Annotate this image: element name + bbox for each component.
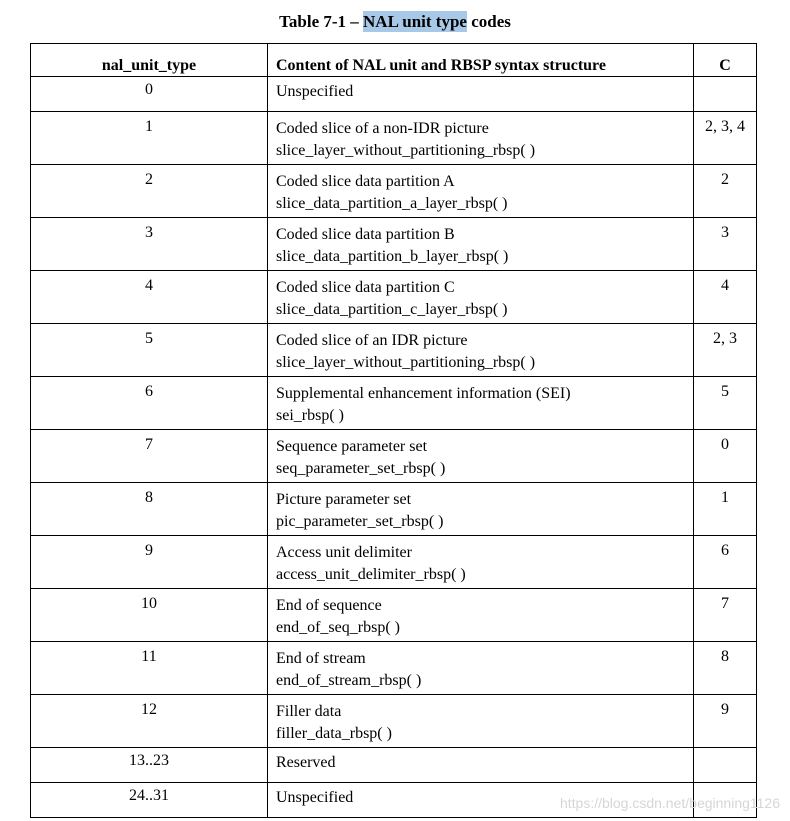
table-row [31, 536, 757, 589]
nal-unit-type-cell: 11 [31, 642, 268, 695]
content-description: Coded slice data partition B [276, 226, 455, 243]
nal-unit-type-cell: 12 [31, 695, 268, 748]
content-description: Access unit delimiter [276, 544, 412, 561]
content-cell [268, 218, 694, 271]
content-description: Coded slice data partition C [276, 279, 455, 296]
content-cell [268, 77, 694, 112]
table-row [31, 218, 757, 271]
category-cell: 4 [694, 271, 757, 324]
category-cell: 6 [694, 536, 757, 589]
table-row [31, 324, 757, 377]
header-content: Content of NAL unit and RBSP syntax structure [268, 44, 694, 77]
content-cell [268, 377, 694, 430]
table-row [31, 430, 757, 483]
watermark: https://blog.csdn.net/beginning1126 [559, 795, 780, 811]
caption-highlighted-text[interactable]: NAL unit type [363, 12, 467, 31]
syntax-structure: end_of_seq_rbsp( ) [276, 619, 400, 636]
content-cell [268, 695, 694, 748]
category-cell [694, 77, 757, 112]
content-cell [268, 165, 694, 218]
syntax-structure: pic_parameter_set_rbsp( ) [276, 513, 444, 530]
nal-unit-type-cell: 6 [31, 377, 268, 430]
table-row [31, 748, 757, 783]
nal-unit-type-cell: 24..31 [31, 783, 268, 818]
category-cell: 2, 3 [694, 324, 757, 377]
syntax-structure: end_of_stream_rbsp( ) [276, 672, 422, 689]
content-cell [268, 430, 694, 483]
content-description: Reserved [276, 754, 336, 771]
nal-unit-type-cell: 7 [31, 430, 268, 483]
syntax-structure: slice_data_partition_b_layer_rbsp( ) [276, 248, 509, 265]
table-row [31, 377, 757, 430]
category-cell: 0 [694, 430, 757, 483]
content-description: Picture parameter set [276, 491, 412, 508]
content-description: Unspecified [276, 789, 354, 806]
table-body [31, 77, 757, 818]
table-row [31, 271, 757, 324]
category-cell: 1 [694, 483, 757, 536]
category-cell [694, 748, 757, 783]
content-description: Filler data [276, 703, 342, 720]
table-row [31, 483, 757, 536]
table-row [31, 642, 757, 695]
syntax-structure: filler_data_rbsp( ) [276, 725, 392, 742]
syntax-structure: access_unit_delimiter_rbsp( ) [276, 566, 466, 583]
content-cell [268, 748, 694, 783]
category-cell: 3 [694, 218, 757, 271]
nal-unit-type-cell: 9 [31, 536, 268, 589]
content-cell [268, 483, 694, 536]
content-description: End of sequence [276, 597, 382, 614]
table-row [31, 165, 757, 218]
content-description: Supplemental enhancement information (SEI) [276, 385, 571, 402]
syntax-structure: slice_data_partition_a_layer_rbsp( ) [276, 195, 508, 212]
table-row [31, 695, 757, 748]
table-row [31, 589, 757, 642]
syntax-structure: slice_layer_without_partitioning_rbsp( ) [276, 354, 536, 371]
content-cell [268, 589, 694, 642]
header-nal-unit-type: nal_unit_type [31, 44, 268, 77]
caption-prefix: Table 7-1 – [279, 12, 364, 31]
content-description: Coded slice of an IDR picture [276, 332, 468, 349]
nal-unit-type-cell: 10 [31, 589, 268, 642]
content-cell [268, 324, 694, 377]
category-cell: 7 [694, 589, 757, 642]
nal-unit-type-cell: 2 [31, 165, 268, 218]
category-cell: 2, 3, 4 [694, 112, 757, 165]
content-description: Coded slice of a non-IDR picture [276, 120, 489, 137]
nal-unit-type-table [30, 43, 757, 818]
content-cell [268, 112, 694, 165]
nal-unit-type-cell: 13..23 [31, 748, 268, 783]
content-cell [268, 642, 694, 695]
content-cell [268, 536, 694, 589]
nal-unit-type-cell: 8 [31, 483, 268, 536]
category-cell: 5 [694, 377, 757, 430]
table-row [31, 77, 757, 112]
table-header-row [31, 44, 757, 77]
content-description: Unspecified [276, 83, 354, 100]
category-cell: 2 [694, 165, 757, 218]
nal-unit-type-cell: 0 [31, 77, 268, 112]
syntax-structure: slice_layer_without_partitioning_rbsp( ) [276, 142, 536, 159]
nal-unit-type-cell: 4 [31, 271, 268, 324]
content-description: Sequence parameter set [276, 438, 428, 455]
nal-unit-type-cell: 3 [31, 218, 268, 271]
syntax-structure: seq_parameter_set_rbsp( ) [276, 460, 446, 477]
caption-suffix: codes [466, 12, 511, 31]
syntax-structure: slice_data_partition_c_layer_rbsp( ) [276, 301, 508, 318]
category-cell: 8 [694, 642, 757, 695]
content-cell [268, 271, 694, 324]
content-description: End of stream [276, 650, 366, 667]
content-description: Coded slice data partition A [276, 173, 455, 190]
header-category: C [694, 44, 757, 77]
table-row [31, 112, 757, 165]
category-cell: 9 [694, 695, 757, 748]
syntax-structure: sei_rbsp( ) [276, 407, 344, 424]
table-caption [0, 10, 790, 34]
nal-unit-type-cell: 1 [31, 112, 268, 165]
nal-unit-type-cell: 5 [31, 324, 268, 377]
